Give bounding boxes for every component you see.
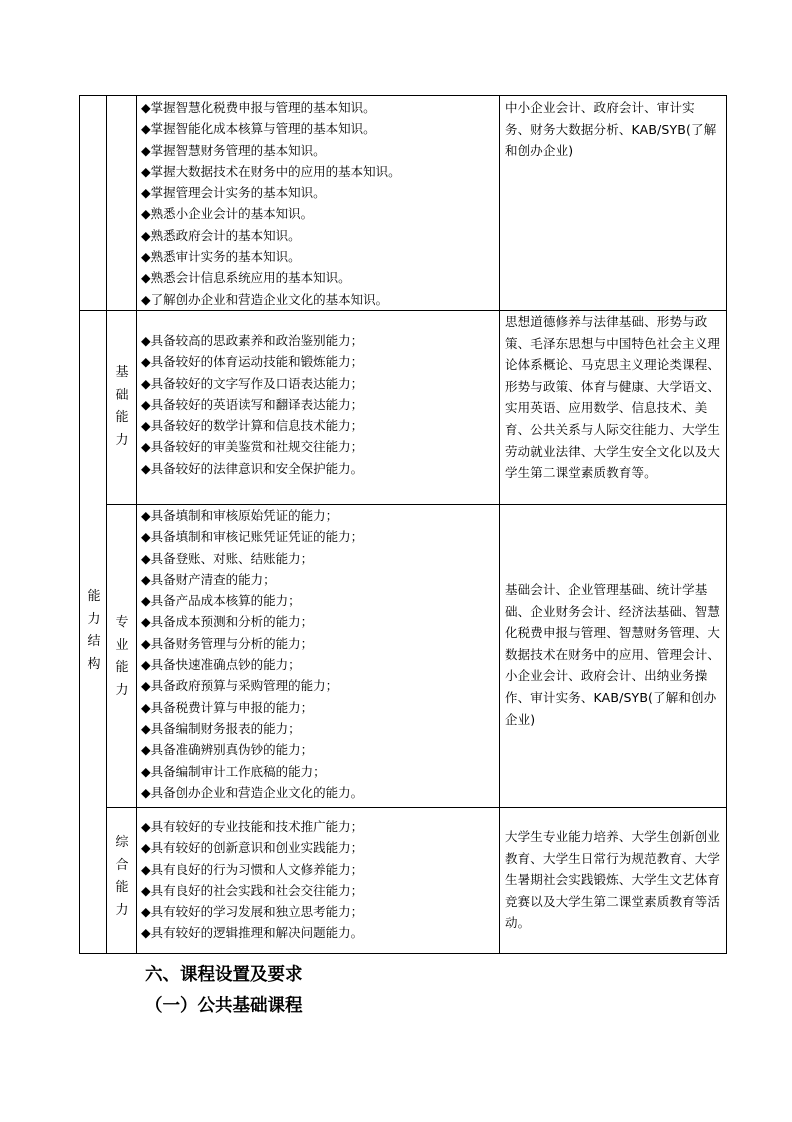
list-item: ◆具备财务管理与分析的能力； <box>141 635 314 651</box>
list-item: ◆掌握智能化成本核算与管理的基本知识。 <box>141 121 376 137</box>
list-item: ◆具备产品成本核算的能力； <box>141 593 301 609</box>
comprehensive-ability-items <box>141 816 363 944</box>
list-item: ◆具有较好的创新意识和创业实践能力； <box>141 840 364 856</box>
list-item: ◆掌握管理会计实务的基本知识。 <box>141 185 326 201</box>
list-item: ◆具有良好的行为习惯和人文修养能力； <box>141 861 364 877</box>
basic-ability-courses: 思想道德修养与法律基础、形势与政策、毛泽东思想与中国特色社会主义理论体系概论、马克思主义理论类课程、形势与政策、体育与健康、大学语文、实用英语、应用数学、信息技术、美育、公共关系与人际交往能力、大学生劳动就业法律、大学生安全文化以及大学生第二课堂素质教育等。 <box>505 314 721 481</box>
list-item: ◆具备较好的英语读写和翻译表达能力； <box>141 396 364 412</box>
list-item: ◆熟悉小企业会计的基本知识。 <box>141 206 314 222</box>
list-item: ◆具有较好的学习发展和独立思考能力； <box>141 904 364 920</box>
list-item: ◆具备填制和审核原始凭证的能力； <box>141 508 339 523</box>
list-item: ◆具备较高的思政素养和政治鉴别能力； <box>141 333 364 348</box>
list-item: ◆具备较好的体育运动技能和锻炼能力； <box>141 354 364 370</box>
list-item: ◆熟悉政府会计的基本知识。 <box>141 227 301 243</box>
list-item: ◆具备准确辨别真伪钞的能力； <box>141 742 314 758</box>
list-item: ◆具备成本预测和分析的能力； <box>141 614 314 630</box>
list-item: ◆具备编制审计工作底稿的能力； <box>141 763 326 779</box>
list-item: ◆具备填制和审核记账凭证凭证的能力； <box>141 529 364 545</box>
comprehensive-ability-label: 综合能力 <box>115 835 129 918</box>
professional-ability-label: 专业能力 <box>115 615 129 698</box>
subsection-heading: （一）公共基础课程 <box>145 996 303 1016</box>
comprehensive-ability-courses: 大学生专业能力培养、大学生创新创业教育、大学生日常行为规范教育、大学生暑期社会实践锻炼、大学生文艺体育竞赛以及大学生第二课堂素质教育等活动。 <box>505 829 721 931</box>
basic-ability-label: 基础能力 <box>115 365 129 448</box>
ability-structure-label: 能力结构 <box>87 589 101 672</box>
table-divider <box>106 96 107 953</box>
list-item: ◆具备编制财务报表的能力； <box>141 720 301 736</box>
table-divider <box>499 96 500 953</box>
list-item: ◆具备较好的数学计算和信息技术能力； <box>141 418 364 434</box>
list-item: ◆具备较好的法律意识和安全保护能力。 <box>141 460 364 476</box>
list-item: ◆具备政府预算与采购管理的能力； <box>141 678 339 694</box>
list-item: ◆熟悉审计实务的基本知识。 <box>141 249 301 265</box>
list-item: ◆具有较好的专业技能和技术推广能力； <box>141 819 364 834</box>
table-divider <box>106 807 726 808</box>
knowledge-courses: 中小企业会计、政府会计、审计实务、财务大数据分析、KAB/SYB(了解和创办企业) <box>505 100 717 159</box>
list-item: ◆具有较好的逻辑推理和解决问题能力。 <box>141 925 364 941</box>
list-item: ◆具备税费计算与申报的能力； <box>141 699 314 715</box>
list-item: ◆具备快速准确点钞的能力； <box>141 657 301 673</box>
list-item: ◆具有良好的社会实践和社会交往能力； <box>141 882 364 898</box>
table-divider <box>136 96 137 953</box>
knowledge-items <box>141 97 401 310</box>
list-item: ◆掌握大数据技术在财务中的应用的基本知识。 <box>141 163 401 179</box>
list-item: ◆掌握智慧财务管理的基本知识。 <box>141 142 326 158</box>
list-item: ◆掌握智慧化税费申报与管理的基本知识。 <box>141 100 376 115</box>
list-item: ◆具备财产清查的能力； <box>141 571 276 587</box>
section-heading: 六、课程设置及要求 <box>145 965 303 985</box>
list-item: ◆具备较好的审美鉴赏和社规交往能力； <box>141 439 364 455</box>
basic-ability-items <box>141 330 363 479</box>
training-spec-table <box>79 95 727 954</box>
list-item: ◆具备创办企业和营造企业文化的能力。 <box>141 784 364 800</box>
list-item: ◆具备登账、对账、结账能力； <box>141 550 314 566</box>
list-item: ◆熟悉会计信息系统应用的基本知识。 <box>141 270 351 286</box>
list-item: ◆具备较好的文字写作及口语表达能力； <box>141 375 364 391</box>
list-item: ◆了解创办企业和营造企业文化的基本知识。 <box>141 291 389 307</box>
professional-ability-courses: 基础会计、企业管理基础、统计学基础、企业财务会计、经济法基础、智慧化税费申报与管理、智慧财务管理、大数据技术在财务中的应用、管理会计、小企业会计、政府会计、出纳业务操作、审计实务、KAB/SYB(了解和创办企业) <box>505 582 721 727</box>
professional-ability-items <box>141 505 363 803</box>
